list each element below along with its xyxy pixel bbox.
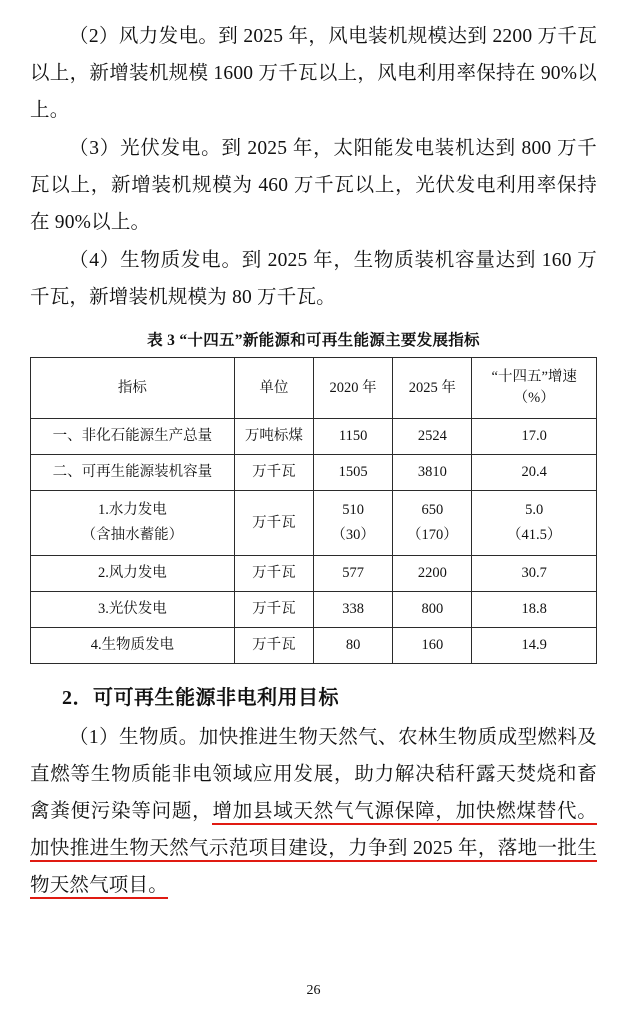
table-cell-growth: 30.7 <box>472 556 597 592</box>
table-row <box>31 455 597 491</box>
table-cell-indicator: 一、非化石能源生产总量 <box>31 419 235 455</box>
table-cell-growth: 20.4 <box>472 455 597 491</box>
table-cell-indicator-line2: （含抽水蓄能） <box>81 527 184 543</box>
table-cell-2025: 160 <box>393 628 472 664</box>
table-cell-2025: 800 <box>393 592 472 628</box>
table-row <box>31 592 597 628</box>
table-cell-2020-line2: （30） <box>331 527 375 543</box>
table-cell-indicator: 2.风力发电 <box>31 556 235 592</box>
table-row <box>31 419 597 455</box>
table-cell-2020: 1150 <box>313 419 392 455</box>
table-cell-2025: 2200 <box>393 556 472 592</box>
table-caption: 表 3 “十四五”新能源和可再生能源主要发展指标 <box>147 332 480 349</box>
table-cell-2020: 80 <box>313 628 392 664</box>
table-cell-2025-line2: （170） <box>406 527 458 543</box>
table-cell-2020-line1: 510 <box>342 502 364 518</box>
table-cell-indicator: 3.光伏发电 <box>31 592 235 628</box>
table-cell-unit: 万千瓦 <box>234 556 313 592</box>
table-cell-unit: 万千瓦 <box>234 592 313 628</box>
table-cell-2020 <box>313 491 392 556</box>
table-cell-growth: 17.0 <box>472 419 597 455</box>
table-header-cell: 指标 <box>31 358 235 419</box>
table-cell-2020: 577 <box>313 556 392 592</box>
table-cell-indicator-line1: 1.水力发电 <box>97 502 167 518</box>
table-cell-unit: 万千瓦 <box>234 628 313 664</box>
table-cell-2020: 338 <box>313 592 392 628</box>
page-number: 26 <box>306 983 321 998</box>
table-cell-2025-line1: 650 <box>421 502 444 518</box>
table-cell-growth <box>472 491 597 556</box>
table-cell-indicator: 4.生物质发电 <box>31 628 235 664</box>
table-cell-indicator: 二、可再生能源装机容量 <box>31 455 235 491</box>
paragraph-biomass-nonelectric <box>30 719 597 904</box>
table-header-cell: 单位 <box>234 358 313 419</box>
table-cell-2025: 3810 <box>393 455 472 491</box>
table-cell-growth: 14.9 <box>472 628 597 664</box>
table-header-cell: 2020 年 <box>313 358 392 419</box>
table-header-cell: “十四五”增速（%） <box>472 358 597 419</box>
table-header-row <box>31 358 597 419</box>
paragraph-pv-power: （3）光伏发电。到 2025 年，太阳能发电装机达到 800 万千瓦以上，新增装机规模为 460 万千瓦以上，光伏发电利用率保持在 90%以上。 <box>30 138 597 233</box>
table-cell-2025 <box>393 491 472 556</box>
table-cell-indicator <box>31 491 235 556</box>
indicators-table <box>30 357 597 664</box>
table-cell-growth: 18.8 <box>472 592 597 628</box>
table-row <box>31 491 597 556</box>
table-cell-growth-line1: 5.0 <box>525 502 544 518</box>
paragraph-text-highlighted: 增加县域天然气气源保障，加快燃煤替代。加快推进生物天然气示范项目建设，力争到 2025 年，落地一批生物天然气项目。 <box>30 801 597 899</box>
paragraph-biomass-power: （4）生物质发电。到 2025 年，生物质装机容量达到 160 万千瓦，新增装机规模为 80 万千瓦。 <box>30 250 597 308</box>
table-header-cell: 2025 年 <box>393 358 472 419</box>
paragraph-wind-power: （2）风力发电。到 2025 年，风电装机规模达到 2200 万千瓦以上，新增装机规模 1600 万千瓦以上，风电利用率保持在 90%以上。 <box>30 26 597 121</box>
paragraph-text-plain: （1）生物质。加快推进生物天然气、农林生物质成型燃料及直燃等生物质能非电领域应用发展，助力解决秸秆露天焚烧和畜禽粪便污染等问题， <box>30 727 597 822</box>
table-row <box>31 556 597 592</box>
table-row <box>31 628 597 664</box>
table-cell-2025: 2524 <box>393 419 472 455</box>
table-cell-2020: 1505 <box>313 455 392 491</box>
table-cell-unit: 万吨标煤 <box>234 419 313 455</box>
section-heading: 2．可可再生能源非电利用目标 <box>62 687 339 709</box>
table-cell-growth-line2: （41.5） <box>507 527 562 543</box>
table-cell-unit: 万千瓦 <box>234 491 313 556</box>
table-cell-unit: 万千瓦 <box>234 455 313 491</box>
